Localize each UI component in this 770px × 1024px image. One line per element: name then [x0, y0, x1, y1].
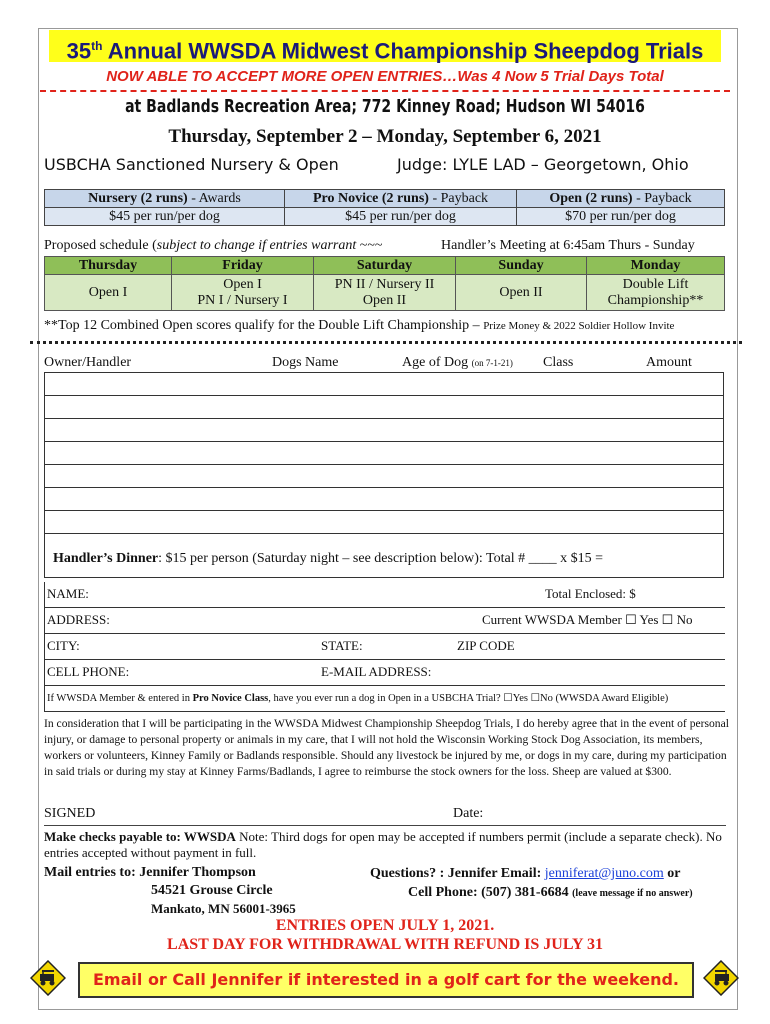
open-entries-banner: NOW ABLE TO ACCEPT MORE OPEN ENTRIES…Was 4 Now 5 Trial Days Total — [40, 66, 730, 92]
event-dates: Thursday, September 2 – Monday, September 6, 2021 — [168, 126, 602, 147]
top12-note: **Top 12 Combined Open scores qualify for the Double Lift Championship – Prize Money & 2022 Soldier Hollow Invite — [44, 318, 675, 333]
entry-row-line — [45, 395, 723, 396]
entry-row-line — [45, 464, 723, 465]
date-label: Date: — [453, 806, 484, 821]
payment-note: Make checks payable to: WWSDA Note: Third dogs for open may be accepted if numbers permit (include a separate check). No entries accepted without payment in full. — [44, 829, 722, 860]
liability-waiver: In consideration that I will be participating in the WWSDA Midwest Championship Sheepdog Trials, I do hereby agree that in the event of personal injury, or damage to personal property or animals in my care, that I will not hold the Wisconsin Working Stock Dog Association, its members, workers or volunteers, Kinney Family or Badlands responsible. Should any livestock be injured by me, or dogs in my care, during my participation in said trials or during my stay at Kinney Farms/Badlands, I agree to reimburse the stock owners for the loss. Sheep are valued at $300. — [44, 717, 729, 778]
email-link[interactable]: jenniferat@juno.com — [544, 866, 664, 881]
col-age: Age of Dog (on 7-1-21) — [402, 355, 513, 370]
schedule-cell: Open I — [45, 275, 172, 311]
questions-contact: Questions? : Jennifer Email: jenniferat@juno.com or Cell Phone: (507) 381-6684 (leave message if no answer) — [370, 866, 693, 900]
info-row-city[interactable]: CITY: STATE: ZIP CODE — [45, 634, 725, 660]
col-class: Class — [543, 355, 574, 370]
title-text: Annual WWSDA Midwest Championship Sheepdog Trials — [102, 38, 704, 64]
title-suffix: th — [91, 39, 103, 53]
signature-line[interactable] — [44, 806, 726, 826]
golf-cart-sign-icon — [30, 960, 66, 996]
schedule-cell: PN II / Nursery II Open II — [314, 275, 456, 311]
info-row-name[interactable]: NAME: Total Enclosed: $ — [45, 582, 725, 608]
col-amount: Amount — [646, 355, 692, 370]
info-row-phone[interactable]: CELL PHONE: E-MAIL ADDRESS: — [45, 660, 725, 686]
golf-cart-notice: Email or Call Jennifer if interested in a golf cart for the weekend. — [78, 962, 694, 998]
mail-address: Mail entries to: Jennifer Thompson 54521 Grouse Circle Mankato, MN 56001-3965 — [44, 865, 296, 916]
fee-class-nursery: Nursery (2 runs) - Awards — [45, 190, 285, 208]
title-number: 35 — [66, 38, 92, 64]
entry-row-line — [45, 418, 723, 419]
fee-price-open: $70 per run/per dog — [517, 208, 725, 226]
golf-cart-sign-icon — [703, 960, 739, 996]
contact-form — [44, 582, 724, 712]
schedule-day: Sunday — [456, 257, 587, 275]
schedule-day: Saturday — [314, 257, 456, 275]
signed-label: SIGNED — [44, 806, 96, 821]
handlers-meeting: Handler’s Meeting at 6:45am Thurs - Sunday — [441, 238, 695, 253]
schedule-day: Friday — [172, 257, 314, 275]
schedule-cell: Open I PN I / Nursery I — [172, 275, 314, 311]
handlers-dinner: Handler’s Dinner: $15 per person (Saturday night – see description below): Total # ____ x $15 = — [53, 551, 603, 566]
schedule-day: Thursday — [45, 257, 172, 275]
entry-grid[interactable] — [44, 372, 724, 578]
page-title — [49, 30, 721, 62]
schedule-day: Monday — [587, 257, 725, 275]
entry-row-line — [45, 533, 723, 534]
sanction-text: USBCHA Sanctioned Nursery & Open — [44, 155, 339, 174]
col-dog-name: Dogs Name — [272, 355, 339, 370]
schedule-table — [44, 256, 725, 311]
fee-price-pro-novice: $45 per run/per dog — [285, 208, 517, 226]
cut-line-divider — [30, 341, 742, 344]
fees-table — [44, 189, 725, 226]
schedule-cell: Open II — [456, 275, 587, 311]
schedule-cell: Double Lift Championship** — [587, 275, 725, 311]
entry-row-line — [45, 441, 723, 442]
info-row-pro-novice[interactable]: If WWSDA Member & entered in Pro Novice Class, have you ever run a dog in Open in a USBCHA Trial? ☐Yes ☐No (WWSDA Award Eligible) — [45, 686, 725, 712]
judge-text: Judge: LYLE LAD – Georgetown, Ohio — [397, 155, 689, 174]
schedule-note: Proposed schedule (subject to change if entries warrant ~~~ Handler’s Meeting at 6:45am Thurs - Sunday — [44, 238, 695, 253]
fee-class-pro-novice: Pro Novice (2 runs) - Payback — [285, 190, 517, 208]
col-owner: Owner/Handler — [44, 355, 132, 370]
info-row-address[interactable]: ADDRESS: Current WWSDA Member ☐ Yes ☐ No — [45, 608, 725, 634]
fee-price-nursery: $45 per run/per dog — [45, 208, 285, 226]
venue-line: at Badlands Recreation Area; 772 Kinney Road; Hudson WI 54016 — [125, 96, 645, 117]
entries-open-notice: ENTRIES OPEN JULY 1, 2021. LAST DAY FOR WITHDRAWAL WITH REFUND IS JULY 31 — [167, 917, 603, 953]
fee-class-open: Open (2 runs) - Payback — [517, 190, 725, 208]
entry-row-line — [45, 487, 723, 488]
entry-row-line — [45, 510, 723, 511]
